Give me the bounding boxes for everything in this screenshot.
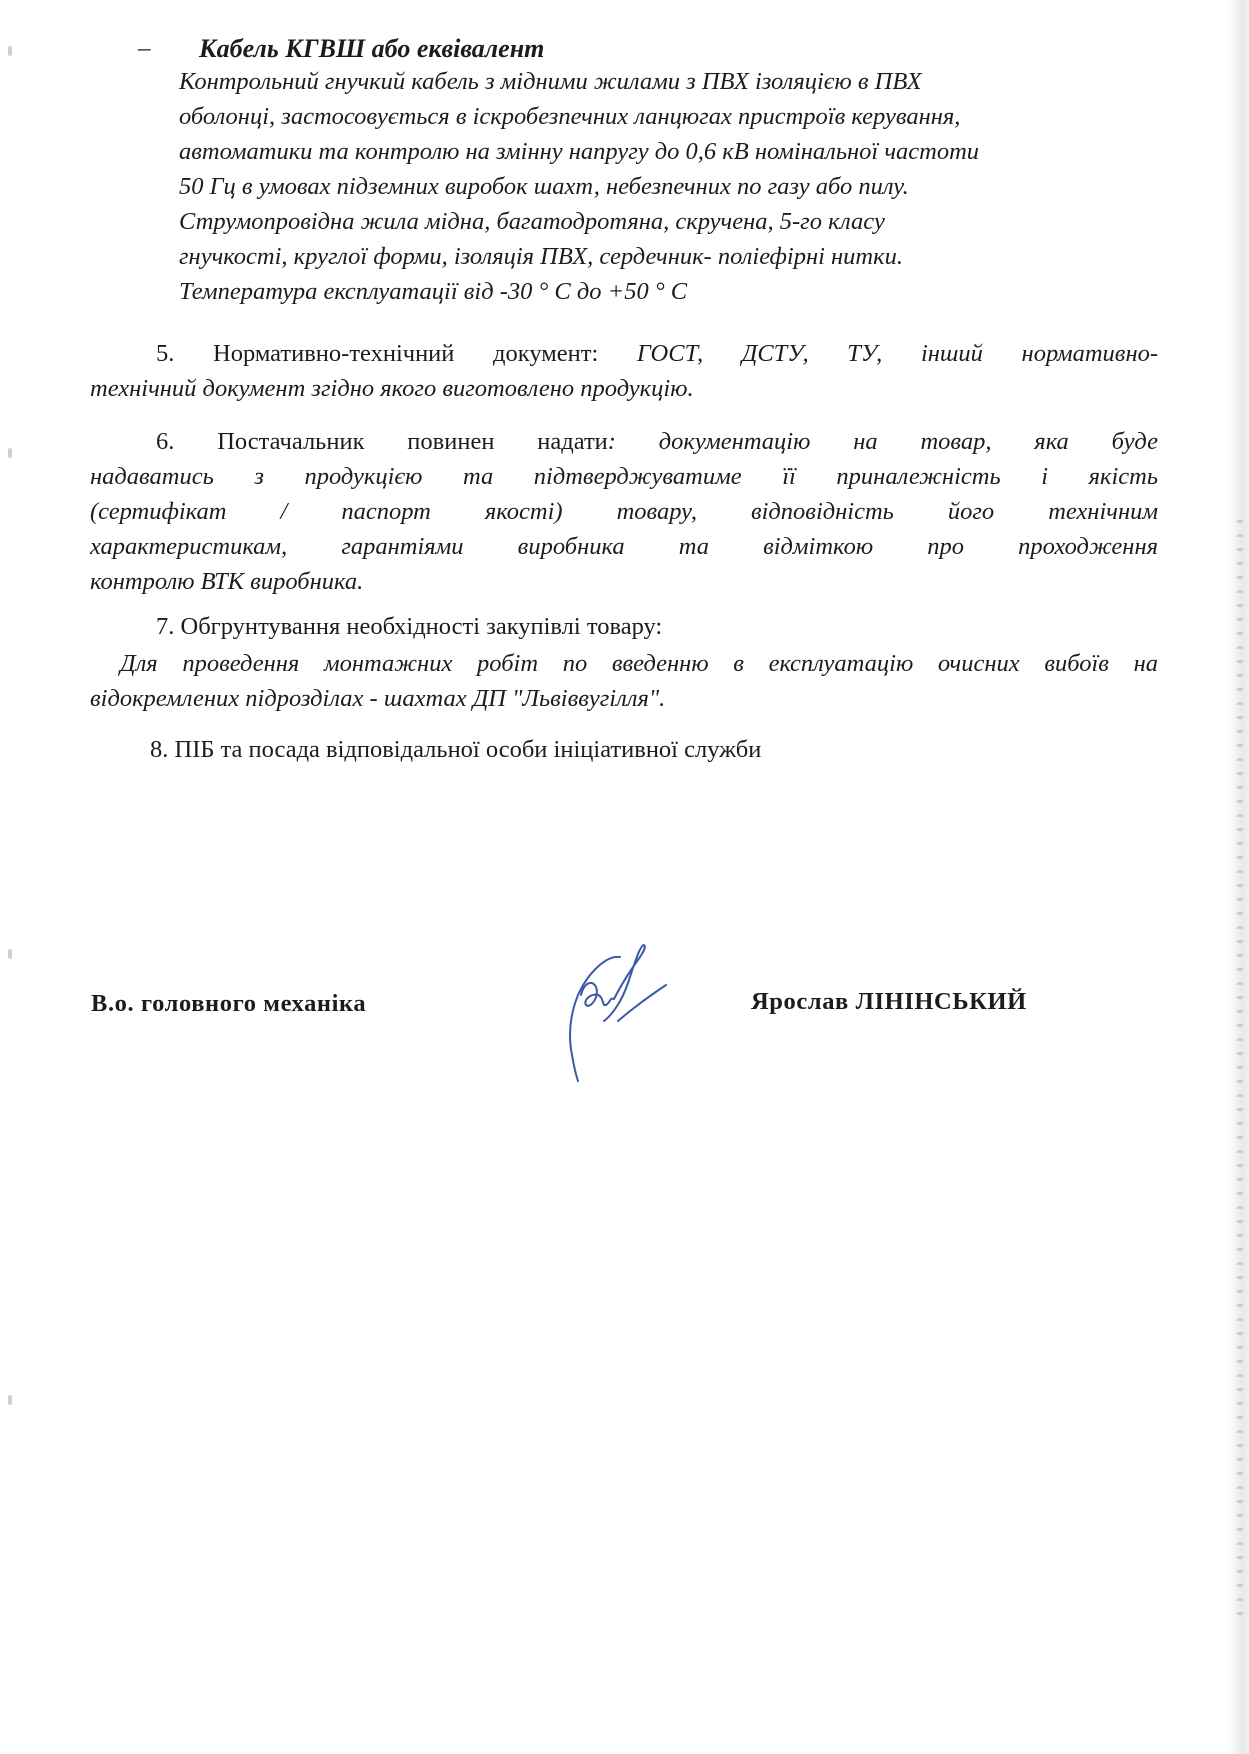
punch-mark bbox=[8, 1395, 12, 1405]
list-dash: – bbox=[138, 35, 151, 62]
section-5-line bbox=[90, 336, 1158, 371]
punch-mark bbox=[8, 448, 12, 458]
section-6-label: 6. Постачальник повинен надати: bbox=[156, 428, 616, 455]
cable-title: Кабель КГВШ або еквівалент bbox=[199, 34, 545, 63]
cable-description-line: автоматики та контролю на змінну напругу до 0,6 кВ номінальної частоти bbox=[179, 138, 980, 165]
punch-mark bbox=[8, 949, 12, 959]
section-6-text: (сертифікат / паспорт якості) товару, відповідність його технічним bbox=[90, 498, 1158, 525]
section-7-label: 7. Обгрунтування необхідності закупівлі товару: bbox=[156, 613, 663, 640]
punch-mark bbox=[8, 46, 12, 56]
section-6-text: характеристикам, гарантіями виробника та відміткою про проходження bbox=[90, 533, 1158, 560]
cable-description-line: оболонці, застосовується в іскробезпечних ланцюгах пристроїв керування, bbox=[179, 103, 961, 130]
section-6-supplier-documentation bbox=[90, 424, 1158, 599]
cable-description-line: Струмопровідна жила мідна, багатодротяна, скручена, 5-го класу bbox=[179, 208, 885, 235]
scan-edge-speckle bbox=[1237, 520, 1243, 1620]
cable-description-line: 50 Гц в умовах підземних виробок шахт, небезпечних по газу або пилу. bbox=[179, 173, 909, 200]
section-6-line bbox=[90, 424, 1158, 459]
handwritten-signature bbox=[548, 935, 678, 1085]
section-8-label: 8. ПІБ та посада відповідальної особи ініціативної служби bbox=[150, 736, 762, 763]
section-7-text: відокремлених підрозділах - шахтах ДП "Львіввугілля". bbox=[90, 685, 666, 712]
section-5-text: технічний документ згідно якого виготовлено продукцію. bbox=[90, 375, 694, 402]
section-7-justification bbox=[90, 646, 1158, 716]
section-6-text: документацію на товар, яка буде bbox=[658, 428, 1158, 455]
section-6-text: контролю ВТК виробника. bbox=[90, 568, 364, 595]
cable-description-line: Контрольний гнучкий кабель з мідними жилами з ПВХ ізоляцією в ПВХ bbox=[179, 68, 922, 95]
section-5-label: 5. Нормативно-технічний документ: bbox=[156, 340, 599, 367]
cable-description-line: гнучкості, круглої форми, ізоляція ПВХ, сердечник- поліефірні нитки. bbox=[179, 243, 903, 270]
section-5-normative-document bbox=[90, 336, 1158, 406]
signatory-position: В.о. головного механіка bbox=[91, 990, 367, 1017]
signatory-name: Ярослав ЛІНІНСЬКИЙ bbox=[751, 988, 1027, 1015]
cable-description-line: Температура експлуатації від -30 ° С до +50 ° С bbox=[179, 278, 688, 305]
section-7-text: Для проведення монтажних робіт по введенню в експлуатацію очисних вибоїв на bbox=[120, 650, 1158, 677]
section-6-text: надаватись з продукцією та підтверджуватиме її приналежність і якість bbox=[90, 463, 1158, 490]
section-5-text: ГОСТ, ДСТУ, ТУ, інший нормативно- bbox=[636, 340, 1159, 367]
